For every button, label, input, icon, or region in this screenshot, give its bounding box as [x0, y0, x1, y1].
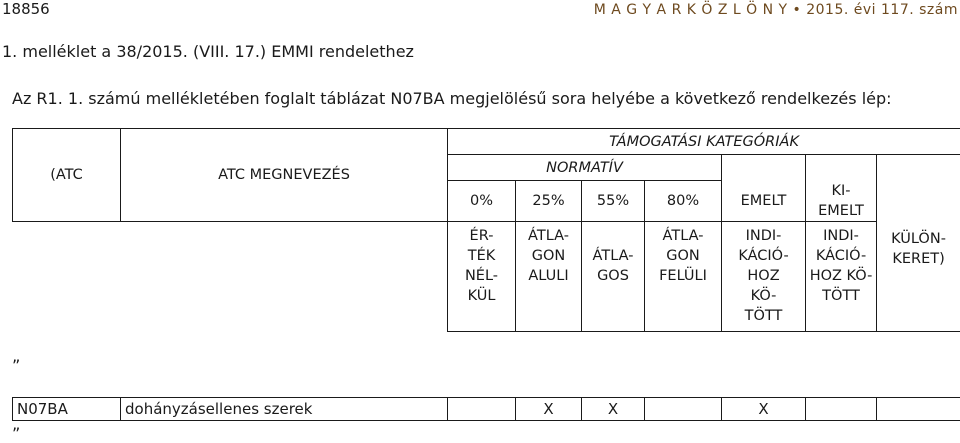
col-kiemelt-line-1: KI- [806, 181, 876, 201]
row-atc-code: N07BA [13, 398, 121, 421]
category-table-header [12, 128, 960, 332]
sub-80: ÁTLA- GON FELÜLI [645, 221, 722, 331]
quote-close: ” [12, 424, 20, 443]
row-col-kulonkeret [877, 398, 960, 421]
atc-name-header: ATC MEGNEVEZÉS [121, 129, 448, 222]
col-kiemelt-line-2: EMELT [806, 201, 876, 221]
row-col-kiemelt [806, 398, 877, 421]
row-col-emelt: X [722, 398, 806, 421]
row-col-0 [448, 398, 516, 421]
sub-25: ÁTLA- GON ALULI [516, 221, 582, 331]
atc-code-header: (ATC [13, 129, 121, 222]
col-kulonkeret-header [877, 181, 960, 332]
col-emelt-header: EMELT [722, 181, 806, 222]
normativ-heading: NORMATÍV [448, 155, 722, 181]
col-kulonkeret-line-1: KÜLÖN- [877, 229, 960, 249]
row-col-80 [645, 398, 722, 421]
sub-0: ÉR- TÉK NÉL- KÜL [448, 221, 516, 331]
col-0-header: 0% [448, 181, 516, 222]
row-col-55: X [582, 398, 645, 421]
n07ba-row [12, 397, 960, 421]
journal-header: M A G Y A R K Ö Z L Ö N Y • 2015. évi 117. szám [594, 2, 958, 18]
support-categories-heading: TÁMOGATÁSI KATEGÓRIÁK [448, 129, 960, 155]
col-kulonkeret-line-2: KERET) [877, 249, 960, 269]
kiemelt-spacer [806, 155, 877, 181]
col-25-header: 25% [516, 181, 582, 222]
sub-55: ÁTLA- GOS [582, 221, 645, 331]
kulonkeret-spacer [877, 155, 960, 181]
page-number: 18856 [2, 0, 50, 18]
quote-open: ” [12, 356, 20, 375]
sub-kiemelt: INDI- KÁCIÓ- HOZ KÖ- TÖTT [806, 221, 877, 331]
annex-title: 1. melléklet a 38/2015. (VIII. 17.) EMMI rendelethez [2, 42, 414, 61]
col-55-header: 55% [582, 181, 645, 222]
col-kiemelt-header [806, 181, 877, 222]
emelt-spacer [722, 155, 806, 181]
intro-text: Az R1. 1. számú mellékletében foglalt táblázat N07BA megjelölésű sora helyébe a következő rendelkezés lép: [12, 89, 892, 108]
sub-emelt: INDI- KÁCIÓ- HOZ KÖ- TÖTT [722, 221, 806, 331]
row-col-25: X [516, 398, 582, 421]
row-atc-name: dohányzásellenes szerek [121, 398, 448, 421]
col-80-header: 80% [645, 181, 722, 222]
